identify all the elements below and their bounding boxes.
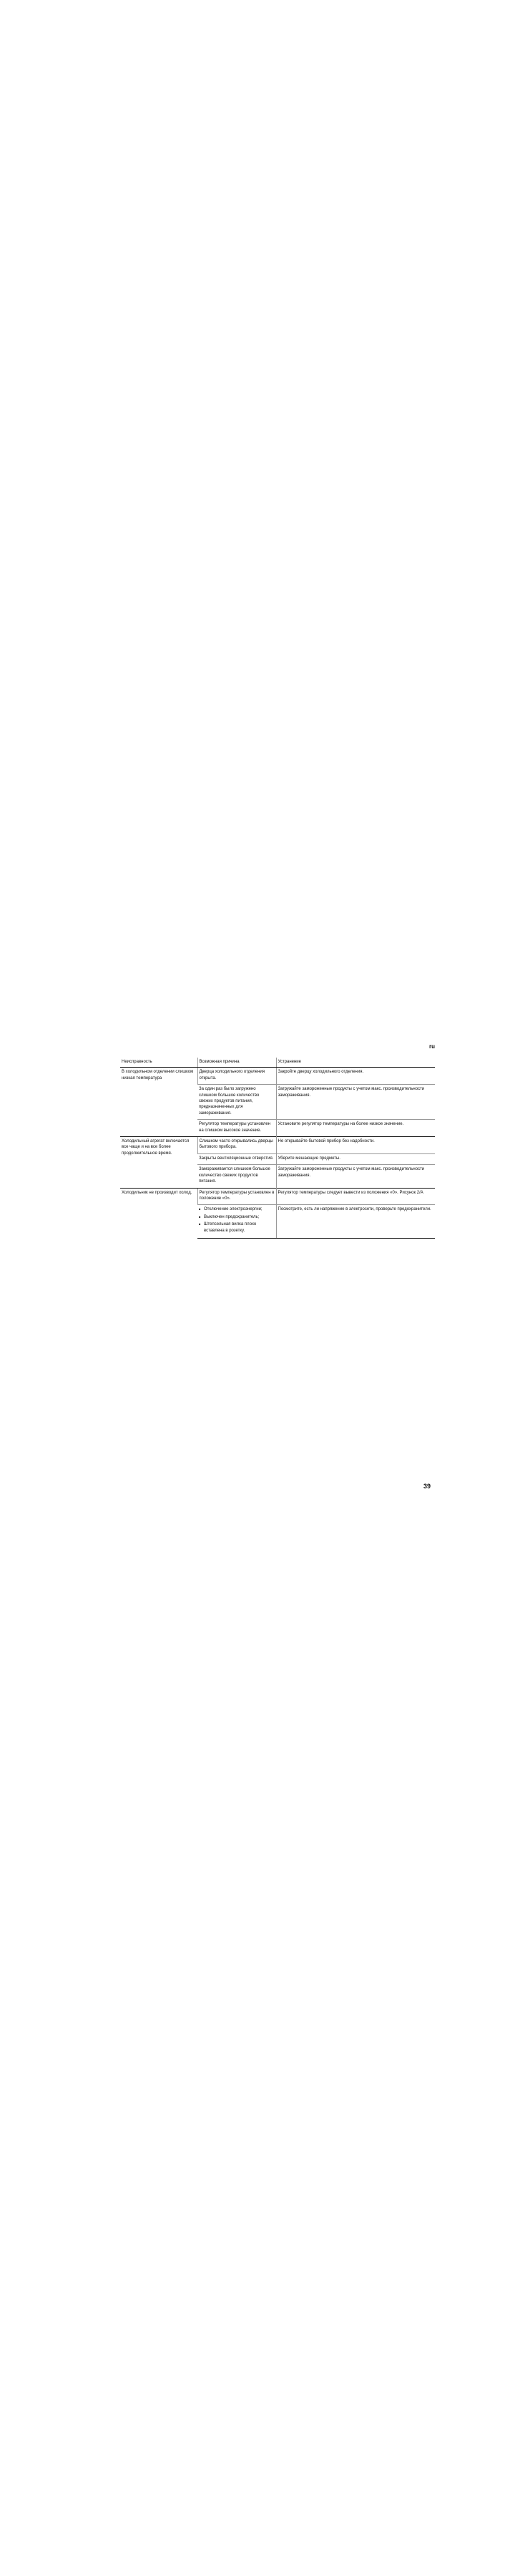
table-row xyxy=(120,1188,435,1205)
fix-cell: Регулятор температуры следует вывести из положения «0». Рисунок 2/А xyxy=(276,1188,435,1205)
fix-cell: Посмотрите, есть ли напряжение в электросети, проверьте предохранители. xyxy=(276,1205,435,1239)
cause-list-item: ■ Отключение электроэнергии; xyxy=(204,1206,275,1212)
cause-cell: Регулятор температуры установлен в положение «0». xyxy=(197,1188,276,1205)
cause-cell: Замораживается слишком большое количество свежих продуктов питания. xyxy=(197,1165,276,1188)
language-code: ru xyxy=(429,1043,435,1050)
fault-cell: Холодильный агрегат включается все чаще и на все более продолжительное время. xyxy=(120,1137,197,1188)
fix-cell: Не открывайте бытовой прибор без надобности. xyxy=(276,1137,435,1154)
cause-list-item: ■ Штепсельная вилка плохо вставлена в розетку. xyxy=(204,1221,275,1234)
cause-list-item: ■ Выключен предохранитель; xyxy=(204,1214,275,1220)
column-header-fault: Неисправность xyxy=(120,1058,197,1068)
table-row xyxy=(120,1068,435,1085)
fix-cell: Установите регулятор температуры на более низкое значение. xyxy=(276,1120,435,1137)
cause-cell: Дверца холодильного отделения открыта. xyxy=(197,1068,276,1085)
table-row xyxy=(120,1137,435,1154)
table-header-row xyxy=(120,1058,435,1068)
cause-cell: Закрыты вентиляционные отверстия. xyxy=(197,1153,276,1164)
fault-cell: В холодильном отделении слишком низкая температура xyxy=(120,1068,197,1137)
cause-cell xyxy=(197,1205,276,1239)
cause-cell: Регулятор температуры установлен на слишком высокое значение. xyxy=(197,1120,276,1137)
cause-cell: За один раз было загружено слишком большое количество свежих продуктов питания, предназначенных для замораживания. xyxy=(197,1085,276,1120)
fix-cell: Загружайте замороженные продукты с учетом макс. производительности замораживания. xyxy=(276,1165,435,1188)
column-header-fix: Устранение xyxy=(276,1058,435,1068)
cause-cell: Слишком часто открывались дверцы бытового прибора. xyxy=(197,1137,276,1154)
fix-cell: Закройте дверцу холодильного отделения. xyxy=(276,1068,435,1085)
fix-cell: Уберите мешающие предметы. xyxy=(276,1153,435,1164)
page-number: 39 xyxy=(423,1483,431,1490)
troubleshooting-table xyxy=(120,1058,435,1239)
column-header-cause: Возможная причина xyxy=(197,1058,276,1068)
fault-cell: Холодильник не производит холод. xyxy=(120,1188,197,1238)
fix-cell: Загружайте замороженные продукты с учетом макс. производительности замораживания. xyxy=(276,1085,435,1120)
cause-list xyxy=(199,1206,275,1234)
